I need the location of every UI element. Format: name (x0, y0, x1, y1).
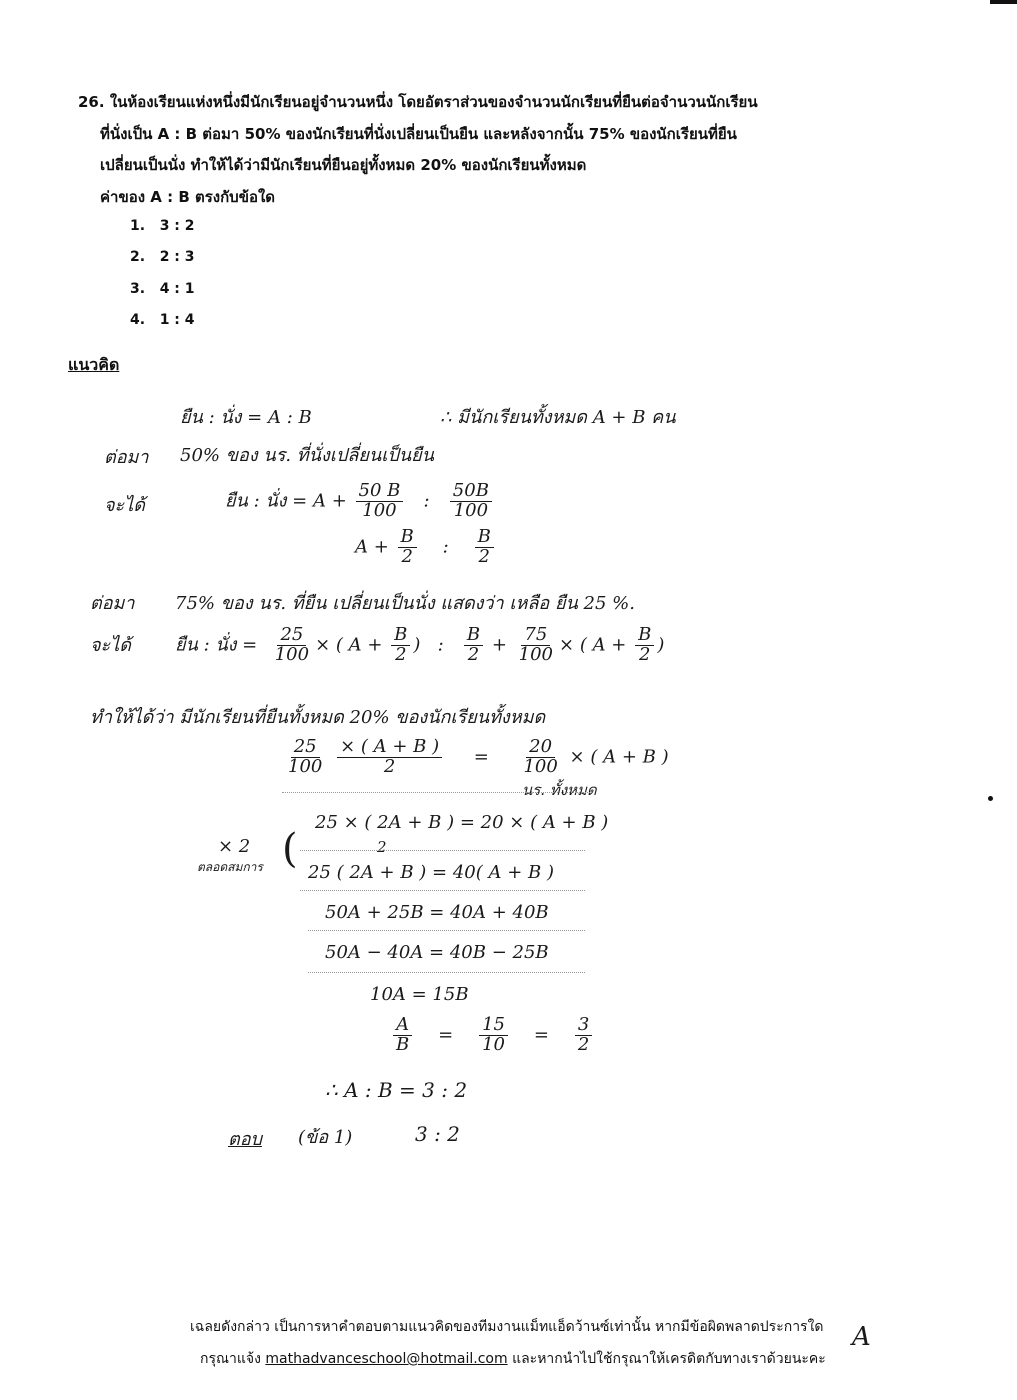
question-text-1: ในห้องเรียนแห่งหนึ่งมีนักเรียนอยู่จำนวนหนึ่ง โดยอัตราส่วนของจำนวนนักเรียนที่ยืนต่อจำนวนนักเรียน (109, 93, 758, 111)
signature-mark: A (852, 1322, 871, 1352)
option-4 (130, 312, 195, 328)
question-number: 26. (78, 93, 105, 111)
fraction (398, 528, 417, 567)
option-1 (130, 218, 195, 234)
equation-3: 25 ( 2A + B ) = 40( A + B ) (308, 862, 554, 883)
scan-corner-mark (990, 0, 1017, 4)
fraction-denominator: 100 (274, 643, 310, 665)
solution-line-7-text: ทำให้ได้ว่า มีนักเรียนที่ยืนทั้งหมด 20% ของนักเรียนทั้งหมด (90, 707, 546, 728)
expr-text: × ( A + B ) (569, 746, 669, 768)
dotted-guideline (308, 930, 585, 931)
fraction-denominator: 2 (383, 755, 396, 777)
fraction (479, 1016, 508, 1055)
solution-line-5-label: ต่อมา (90, 593, 135, 614)
fraction (272, 626, 312, 665)
paren-open: × ( A + (315, 634, 383, 656)
fraction-numerator: B (464, 626, 483, 646)
footer-text-post: และหากนำไปใช้กรุณาให้เครดิตกับทางเราด้วยนะคะ (507, 1351, 826, 1367)
fraction-denominator: 2 (478, 545, 490, 567)
fraction-numerator: 25 (277, 626, 306, 646)
fraction (475, 528, 494, 567)
fraction-numerator: B (635, 626, 654, 646)
solution-line-4-expr (355, 528, 497, 567)
solution-line-5-text: 75% ของ นร. ที่ยืน เปลี่ยนเป็นนั่ง แสดงว่า เหลือ ยืน 25 %. (175, 593, 635, 614)
fraction-numerator: 25 (291, 738, 320, 758)
solution-heading: แนวคิด (68, 355, 120, 374)
fraction (393, 1016, 412, 1055)
option-number: 4. (130, 312, 146, 328)
solution-line-6-label: จะได้ (90, 635, 131, 656)
fraction (356, 482, 404, 521)
equation-4: 50A + 25B = 40A + 40B (325, 902, 549, 923)
fraction-numerator: 15 (479, 1016, 508, 1036)
fraction (285, 738, 325, 777)
equation-6: 10A = 15B (370, 984, 469, 1005)
paren-close: ) (657, 634, 665, 656)
multiply-annotation: × 2 (218, 836, 251, 857)
colon: : (423, 490, 430, 512)
option-text: 1 : 4 (159, 312, 195, 328)
fraction-numerator: B (398, 528, 417, 548)
fraction-numerator: 3 (575, 1016, 592, 1036)
equation-2-denominator: 2 (377, 838, 387, 856)
paren-open: × ( A + (559, 634, 627, 656)
answer-value: 3 : 2 (415, 1122, 460, 1146)
fraction (520, 738, 560, 777)
conclusion: ∴ A : B = 3 : 2 (325, 1078, 468, 1102)
question-line-3: เปลี่ยนเป็นนั่ง ทำให้ได้ว่ามีนักเรียนที่ยืนอยู่ทั้งหมด 20% ของนักเรียนทั้งหมด (100, 156, 587, 174)
fraction-numerator: B (391, 626, 410, 646)
fraction-denominator: 2 (467, 643, 480, 665)
footer-line-2 (200, 1348, 826, 1370)
option-text: 2 : 3 (159, 249, 195, 265)
fraction-numerator: 50B (450, 482, 492, 502)
solution-line-1-left: ยืน : นั่ง = A : B (180, 407, 312, 428)
option-text: 4 : 1 (159, 281, 195, 297)
fraction-denominator: 100 (288, 755, 323, 777)
ratio-text: ยืน : นั่ง = (175, 634, 258, 656)
solution-line-3-label: จะได้ (104, 495, 145, 516)
option-2 (130, 249, 195, 265)
contact-email-link[interactable]: mathadvanceschool@hotmail.com (265, 1351, 508, 1367)
fraction-denominator: 100 (523, 755, 558, 777)
fraction (575, 1016, 592, 1055)
option-number: 3. (130, 281, 146, 297)
fraction-numerator: B (475, 528, 494, 548)
question-prompt: ค่าของ A : B ตรงกับข้อใด (100, 188, 276, 206)
dotted-guideline (300, 850, 585, 851)
paren-close: ) (413, 634, 421, 656)
bracket-arrow: ( (282, 826, 298, 872)
fraction-numerator: A (393, 1016, 412, 1036)
fraction-denominator: 2 (395, 643, 407, 665)
fraction-denominator: 2 (577, 1033, 590, 1055)
solution-line-6-expr (175, 626, 664, 665)
multiply-annotation-note: ตลอดสมการ (197, 860, 263, 874)
solution-line-2-text: 50% ของ นร. ที่นั่งเปลี่ยนเป็นยืน (180, 445, 434, 466)
footer-line-1: เฉลยดังกล่าว เป็นการหาคำตอบตามแนวคิดของทีมงานแม็ทแอ็ดว้านซ์เท่านั้น หากมีข้อผิดพลาดประการใด (190, 1319, 824, 1335)
fraction (337, 738, 442, 777)
fraction-numerator: 75 (521, 626, 550, 646)
footer-text-pre: กรุณาแจ้ง (200, 1351, 266, 1367)
fraction-numerator: 50 B (356, 482, 404, 502)
equation-5: 50A − 40A = 40B − 25B (325, 942, 549, 963)
solution-line-2-label: ต่อมา (104, 447, 149, 468)
dotted-guideline (308, 972, 585, 973)
fraction (450, 482, 492, 521)
fraction-denominator: 2 (401, 545, 413, 567)
fraction-denominator: 100 (453, 499, 489, 521)
fraction-denominator: 10 (482, 1033, 506, 1055)
fraction-denominator: 2 (639, 643, 651, 665)
solution-line-3-expr (225, 482, 495, 521)
equals-sign: = (438, 1024, 454, 1046)
equation-1 (282, 738, 669, 777)
fraction (464, 626, 483, 665)
fraction (635, 626, 654, 665)
equation-1-note: นร. ทั้งหมด (522, 781, 597, 799)
plus-sign: + (491, 634, 507, 656)
question-line-1 (78, 90, 758, 114)
fraction-denominator: B (396, 1033, 410, 1055)
dotted-guideline (300, 890, 585, 891)
question-line-2: ที่นั่งเป็น A : B ต่อมา 50% ของนักเรียนที่นั่งเปลี่ยนเป็นยืน และหลังจากนั้น 75% ของนักเรียนที่ยืน (100, 125, 737, 143)
fraction-numerator: 20 (526, 738, 555, 758)
fraction-denominator: 100 (362, 499, 397, 521)
fraction-numerator: × ( A + B ) (337, 738, 442, 758)
ratio-text: ยืน : นั่ง = A + (225, 490, 347, 512)
option-number: 1. (130, 218, 146, 234)
option-number: 2. (130, 249, 146, 265)
colon: : (442, 536, 449, 558)
equals-sign: = (473, 746, 489, 768)
fraction (516, 626, 556, 665)
scan-dot (988, 796, 993, 801)
option-text: 3 : 2 (159, 218, 195, 234)
solution-line-1-right: ∴ มีนักเรียนทั้งหมด A + B คน (440, 407, 676, 428)
equation-2: 25 × ( 2A + B ) = 20 × ( A + B ) (315, 812, 609, 833)
answer-choice: (ข้อ 1) (298, 1127, 353, 1148)
equation-7 (390, 1016, 595, 1055)
dotted-guideline (282, 792, 592, 793)
answer-label: ตอบ (228, 1129, 262, 1150)
fraction-denominator: 100 (518, 643, 554, 665)
expr-text: A + (355, 536, 389, 558)
colon: : (437, 634, 444, 656)
equals-sign: = (533, 1024, 549, 1046)
option-3 (130, 281, 195, 297)
fraction (391, 626, 410, 665)
